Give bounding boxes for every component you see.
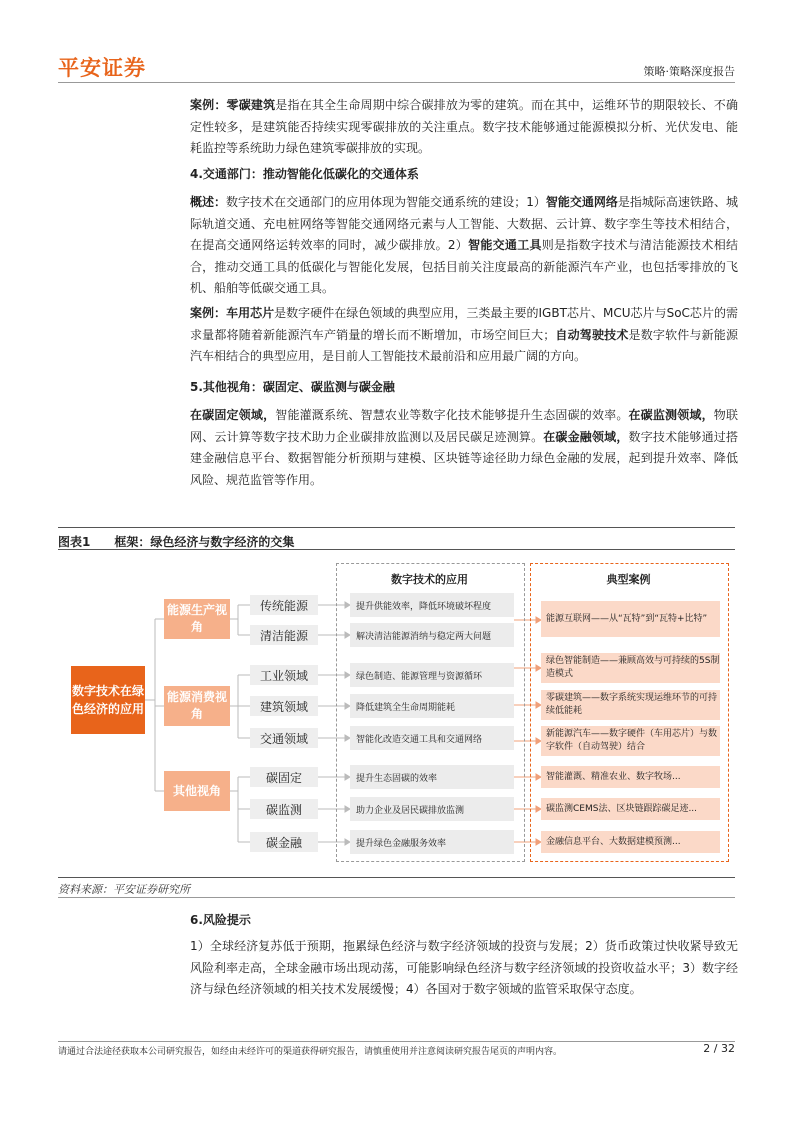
leaf-transport: 交通领域 xyxy=(250,728,318,748)
leaf-carbon-monitoring: 碳监测 xyxy=(250,799,318,819)
paragraph-other-perspectives xyxy=(190,405,738,491)
paragraph-keyword: 在碳监测领域， xyxy=(628,408,714,422)
app-item: 提升绿色金融服务效率 xyxy=(350,830,514,854)
paragraph-keyword: 自动驾驶技术 xyxy=(555,327,629,342)
paragraph-text: 数字技术在交通部门的应用体现为智能交通系统的建设；1） xyxy=(226,195,546,209)
app-item: 助力企业及居民碳排放监测 xyxy=(350,797,514,821)
framework-root-node: 数字技术在绿色经济的应用 xyxy=(71,666,145,734)
app-item: 绿色制造、能源管理与资源循环 xyxy=(350,663,514,687)
figure-source: 资料来源：平安证券研究所 xyxy=(58,883,190,896)
app-item: 提升供能效率，降低环境破坏程度 xyxy=(350,593,514,617)
paragraph-lead: 概述： xyxy=(190,195,227,209)
paragraph-text: 物联网、云计算等数字技术助力企业碳排放监测以及居民碳足迹测算。 xyxy=(190,408,738,444)
paragraph-keyword: 智能交通网络 xyxy=(545,195,618,209)
paragraph-text: 是数字软件与新能源汽车相结合的典型应用，是目前人工智能技术最前沿和应用最广阔的方向。 xyxy=(190,327,738,364)
source-rule xyxy=(58,897,735,898)
paragraph-keyword: 在碳固定领域， xyxy=(190,408,276,422)
cases-column-header: 典型案例 xyxy=(606,573,651,586)
paragraph-text: 是数字硬件在绿色领域的典型应用，三类最主要的IGBT芯片、MCU芯片与SoC芯片的需求量都将随着新能源汽车产销量的增长而不断增加，市场空间巨大； xyxy=(190,306,738,342)
paragraph-keyword: 车用芯片 xyxy=(226,306,275,320)
figure-top-rule xyxy=(58,527,735,528)
section-heading-5: 5.其他视角：碳固定、碳监测与碳金融 xyxy=(190,380,395,394)
case-item: 零碳建筑——数字系统实现运维环节的可持续低能耗 xyxy=(541,690,720,720)
app-item: 解决清洁能源消纳与稳定两大问题 xyxy=(350,623,514,647)
case-item: 能源互联网——从“瓦特”到“瓦特+比特” xyxy=(541,601,720,637)
case-item: 碳监测CEMS法、区块链跟踪碳足迹... xyxy=(541,798,720,820)
paragraph-transport-case xyxy=(190,303,738,368)
paragraph-transport-overview xyxy=(190,192,738,300)
company-logo: 平安证券 xyxy=(58,56,146,80)
leaf-traditional-energy: 传统能源 xyxy=(250,595,318,615)
leaf-industry: 工业领域 xyxy=(250,665,318,685)
figure-title: 图表1 框架：绿色经济与数字经济的交集 xyxy=(58,535,295,549)
section-heading-4: 4.交通部门：推动智能化低碳化的交通体系 xyxy=(190,167,419,181)
footer-disclaimer: 请通过合法途径获取本公司研究报告，如经由未经许可的渠道获得研究报告，请慎重使用并注意阅读研究报告尾页的声明内容。 xyxy=(58,1047,563,1057)
page-number: 2 / 32 xyxy=(703,1042,735,1055)
figure-bottom-rule xyxy=(58,877,735,878)
paragraph-keyword: 零碳建筑 xyxy=(226,98,276,112)
case-item: 金融信息平台、大数据建模预测... xyxy=(541,831,720,853)
leaf-carbon-finance: 碳金融 xyxy=(250,832,318,852)
paragraph-risk: 1）全球经济复苏低于预期，拖累绿色经济与数字经济领域的投资与发展；2）货币政策过快收紧导致无风险利率走高，全球金融市场出现动荡，可能影响绿色经济与数字经济领域的投资收益水平；3）数字经济与绿色经济领域的相关技术发展缓慢；4）各国对于数字领域的监管采取保守态度。 xyxy=(190,939,738,997)
case-item: 新能源汽车——数字硬件（车用芯片）与数字软件（自动驾驶）结合 xyxy=(541,726,720,756)
paragraph-keyword: 在碳金融领域， xyxy=(543,429,629,444)
paragraph-text: 是指在其全生命周期中综合碳排放为零的建筑。而在其中，运维环节的期限较长、不确定性较多，是建筑能否持续实现零碳排放的关注重点。数字技术能够通过能源模拟分析、光伏发电、能耗监控等系统助力绿色建筑零碳排放的实现。 xyxy=(190,98,738,156)
applications-column-header: 数字技术的应用 xyxy=(391,573,468,586)
figure-title-rule xyxy=(58,549,735,550)
footer-divider xyxy=(58,1041,735,1042)
app-item: 智能化改造交通工具和交通网络 xyxy=(350,726,514,750)
leaf-carbon-fixation: 碳固定 xyxy=(250,767,318,787)
perspective-other: 其他视角 xyxy=(164,771,230,811)
paragraph-lead: 案例： xyxy=(190,306,227,320)
paragraph-keyword: 智能交通工具 xyxy=(468,238,542,253)
case-item: 智能灌溉、精准农业、数字牧场... xyxy=(541,766,720,788)
app-item: 降低建筑全生命周期能耗 xyxy=(350,694,514,718)
paragraph-text: 则是指数字技术与清洁能源技术相结合，推动交通工具的低碳化与智能化发展，包括目前关注度最高的新能源汽车产业，也包括零排放的飞机、船舶等低碳交通工具。 xyxy=(190,238,738,296)
paragraph-zero-carbon-building xyxy=(190,95,738,160)
app-item: 提升生态固碳的效率 xyxy=(350,765,514,789)
paragraph-text: 智能灌溉系统、智慧农业等数字化技术能够提升生态固碳的效率。 xyxy=(275,408,629,422)
paragraph-lead: 案例： xyxy=(190,98,227,112)
section-heading-6: 6.风险提示 xyxy=(190,913,251,927)
leaf-building: 建筑领域 xyxy=(250,696,318,716)
header-divider xyxy=(58,82,735,83)
case-item: 绿色智能制造——兼顾高效与可持续的5S制造模式 xyxy=(541,653,720,683)
perspective-energy-consumption: 能源消费视角 xyxy=(164,686,230,726)
report-type: 策略·策略深度报告 xyxy=(643,65,735,78)
perspective-energy-production: 能源生产视角 xyxy=(164,599,230,639)
paragraph-text: 数字技术能够通过搭建金融信息平台、数据智能分析预期与建模、区块链等途径助力绿色金融的发展，起到提升效率、降低风险、规范监管等作用。 xyxy=(190,429,738,487)
paragraph-text: 是指城际高速铁路、城际轨道交通、充电桩网络等智能交通网络元素与人工智能、大数据、云计算、数字孪生等技术相结合，在提高交通网络运转效率的同时，减少碳排放。2） xyxy=(190,195,738,253)
leaf-clean-energy: 清洁能源 xyxy=(250,625,318,645)
